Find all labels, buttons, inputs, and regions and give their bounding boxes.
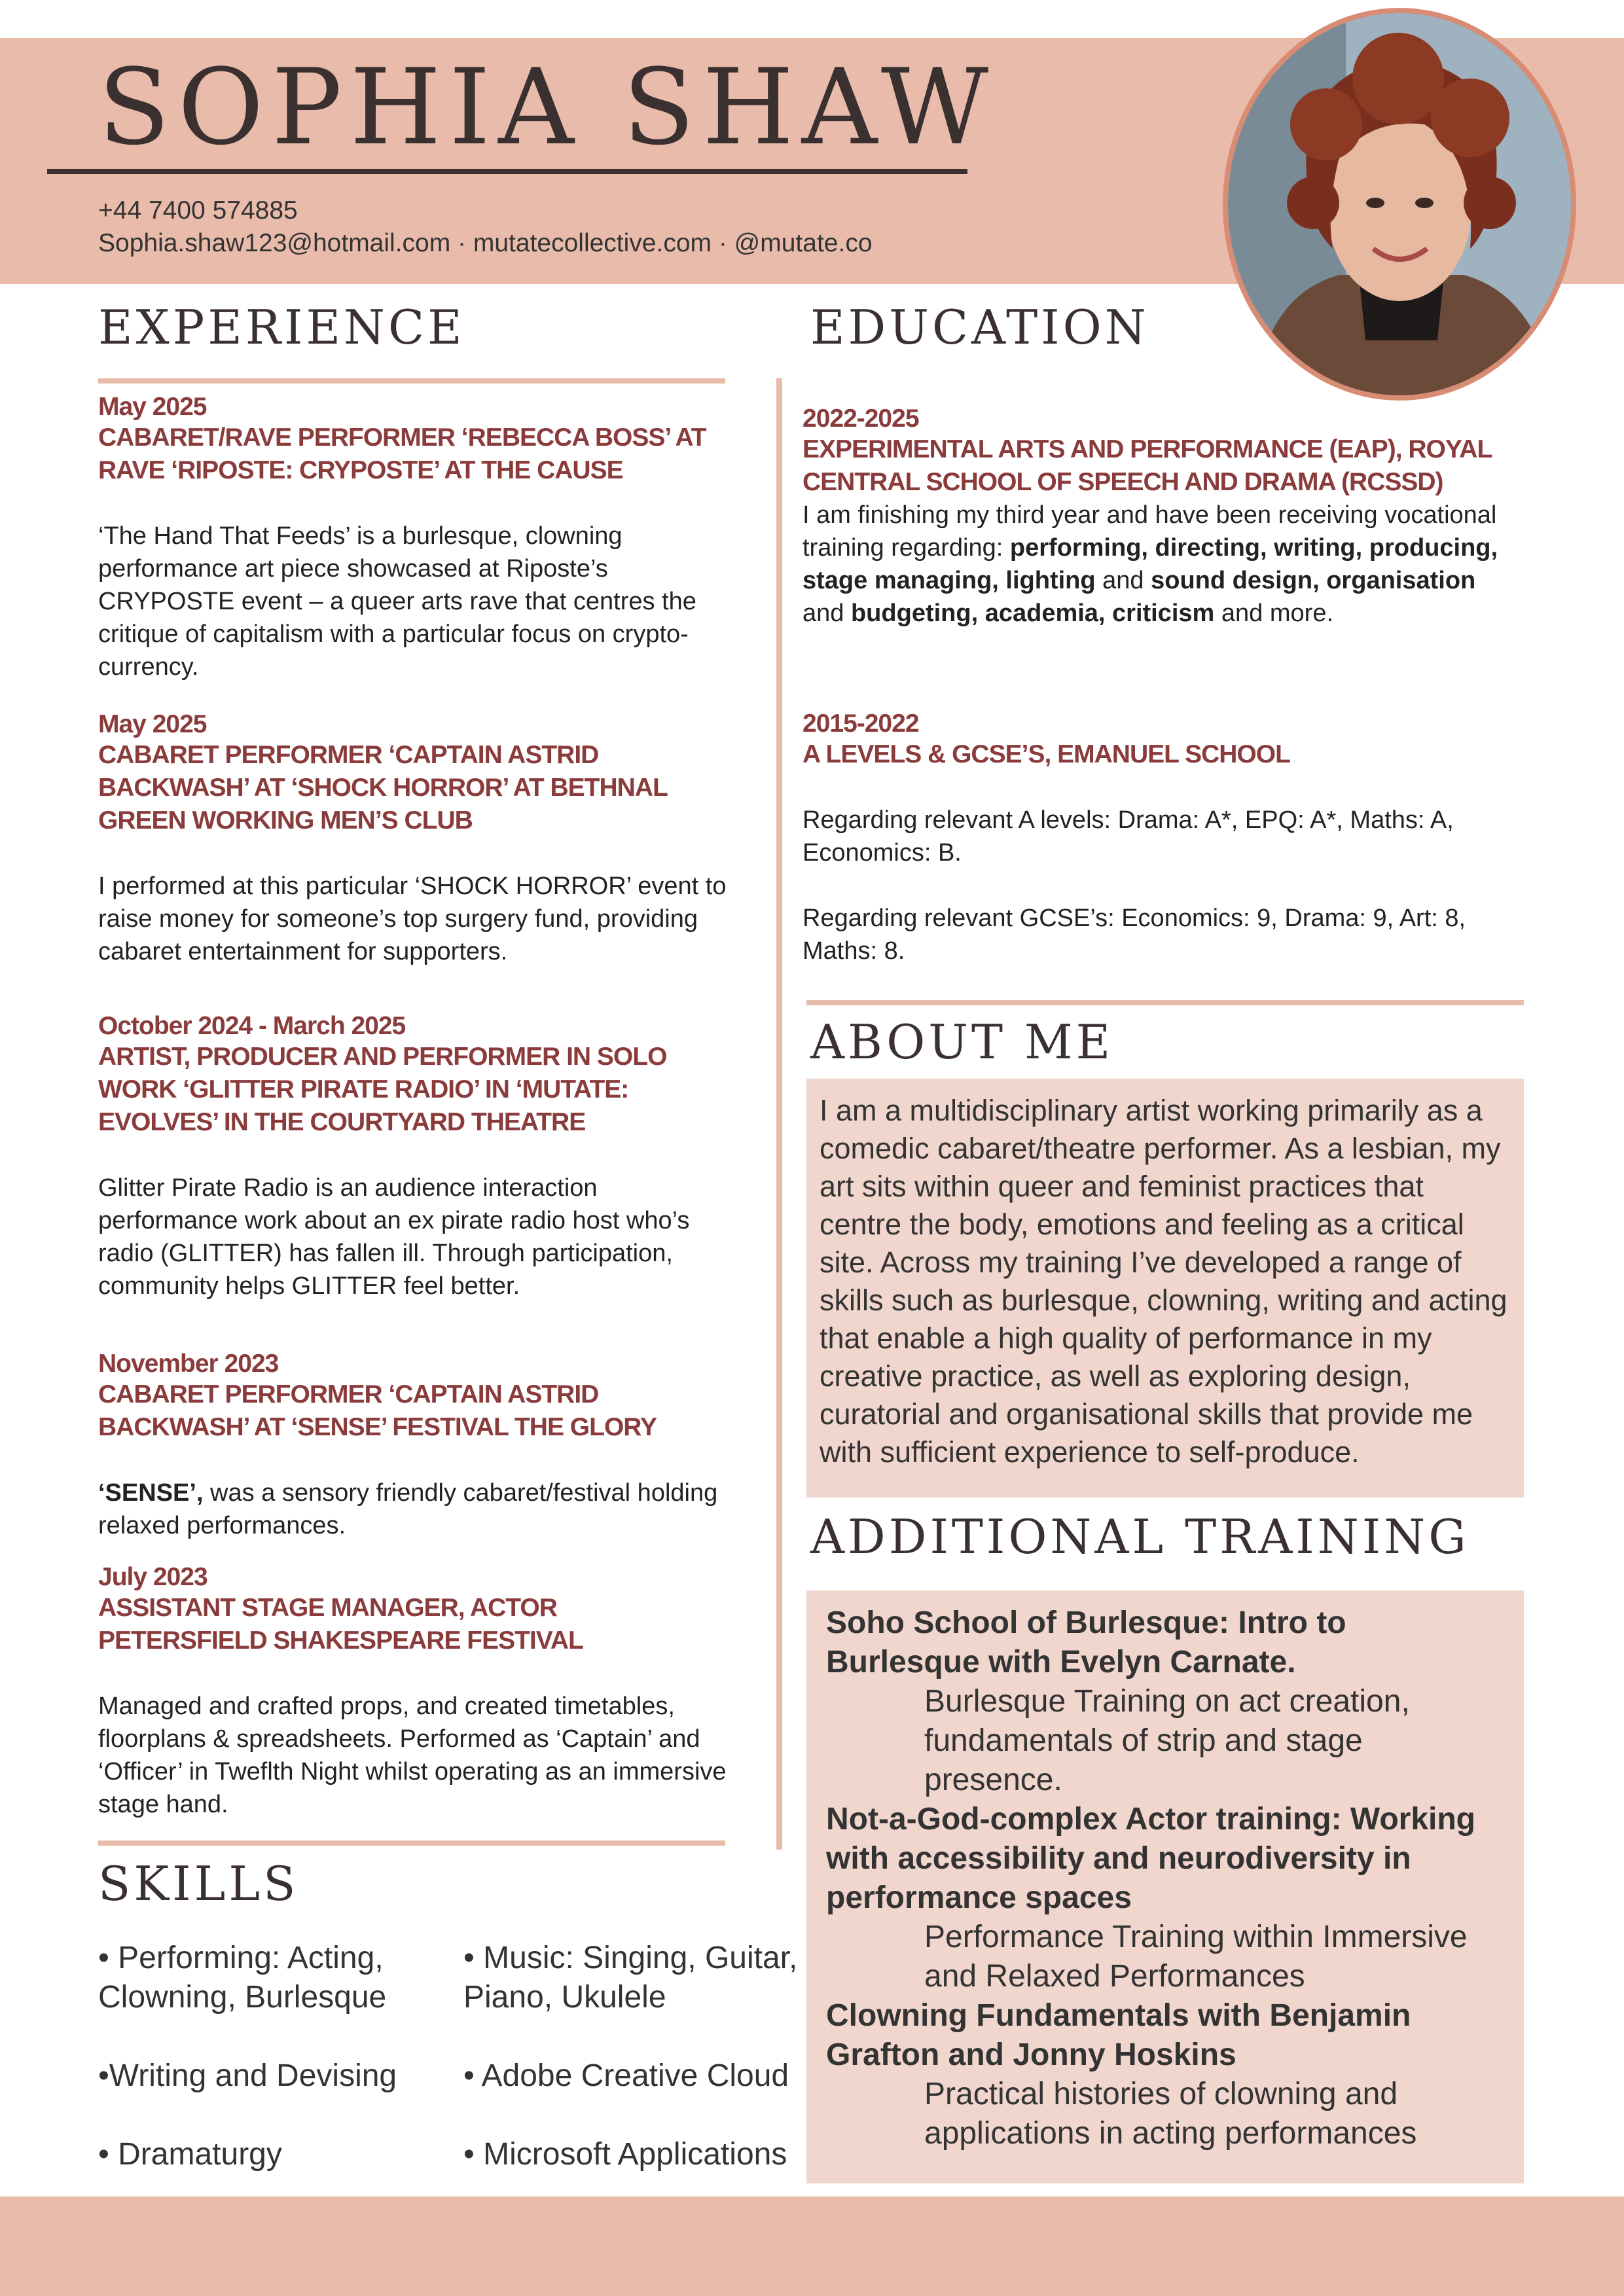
experience-date: October 2024 - March 2025 <box>98 1012 406 1040</box>
experience-item <box>98 710 727 968</box>
training-heading: ADDITIONAL TRAINING <box>810 1509 1470 1564</box>
education-item <box>803 404 1523 630</box>
experience-description <box>98 1477 727 1542</box>
skill-item: • Microsoft Applications <box>463 2137 787 2172</box>
column-divider <box>776 378 782 1850</box>
education-date: 2022-2025 <box>803 404 919 433</box>
experience-description-bold: ‘SENSE’, <box>98 1479 204 1507</box>
training-item <box>826 1604 1520 1800</box>
skill-item <box>463 1939 817 2017</box>
experience-date: May 2025 <box>98 710 207 738</box>
education-date: 2015-2022 <box>803 709 919 738</box>
skill-item <box>98 1939 439 2017</box>
education-text: and <box>803 600 851 627</box>
training-item <box>826 1800 1520 1996</box>
experience-date: July 2023 <box>98 1563 208 1591</box>
experience-item <box>98 1563 727 1821</box>
experience-description: Managed and crafted props, and created timetables, floorplans & spreadsheets. Performed as ‘Captain’ and ‘Officer’ in Tweflth Night whilst operating as an immersive stage hand. <box>98 1693 727 1818</box>
experience-description: I performed at this particular ‘SHOCK HORROR’ event to raise money for someone’s top surgery fund, providing cabaret entertainment for supporters. <box>98 872 727 965</box>
experience-description: ‘The Hand That Feeds’ is a burlesque, clowning performance art piece showcased at Riposte’s CRYPOSTE event – a queer arts rave that centres the critique of capitalism with a particular focus on crypto-currency. <box>98 522 696 681</box>
contact-links: Sophia.shaw123@hotmail.com · mutatecollective.com · @mutate.co <box>98 229 873 257</box>
experience-role: ARTIST, PRODUCER AND PERFORMER IN SOLO WORK ‘GLITTER PIRATE RADIO’ IN ‘MUTATE: EVOLVES’ IN THE COURTYARD THEATRE <box>98 1043 667 1136</box>
experience-role: CABARET PERFORMER ‘CAPTAIN ASTRID BACKWASH’ AT ‘SHOCK HORROR’ AT BETHNAL GREEN WORKING MEN’S CLUB <box>98 741 668 834</box>
training-description: Practical histories of clowning and applications in acting performances <box>924 2077 1417 2151</box>
phone-number: +44 7400 574885 <box>98 196 298 224</box>
about-heading: ABOUT ME <box>810 1014 1114 1069</box>
training-title: Not-a-God-complex Actor training: Working with accessibility and neurodiversity in performance spaces <box>826 1802 1475 1915</box>
experience-item <box>98 393 727 683</box>
training-description: Burlesque Training on act creation, fundamentals of strip and stage presence. <box>924 1684 1410 1797</box>
profile-photo <box>1223 8 1576 401</box>
skill-line: • Music: Singing, Guitar, Piano, Ukulele <box>463 1941 798 2015</box>
experience-rule <box>98 378 725 384</box>
experience-date: November 2023 <box>98 1350 279 1378</box>
training-title: Clowning Fundamentals with Benjamin Grafton and Jonny Hoskins <box>826 1998 1411 2072</box>
candidate-name: SOPHIA SHAW <box>98 46 997 168</box>
education-description <box>803 499 1523 630</box>
experience-role: ASSISTANT STAGE MANAGER, ACTOR PETERSFIELD SHAKESPEARE FESTIVAL <box>98 1594 583 1655</box>
training-description: Performance Training within Immersive and Relaxed Performances <box>924 1920 1468 1994</box>
experience-role: CABARET/RAVE PERFORMER ‘REBECCA BOSS’ AT RAVE ‘RIPOSTE: CRYPOSTE’ AT THE CAUSE <box>98 423 706 484</box>
training-title: Soho School of Burlesque: Intro to Burlesque with Evelyn Carnate. <box>826 1605 1346 1679</box>
experience-heading: EXPERIENCE <box>98 300 465 355</box>
experience-item <box>98 1012 727 1302</box>
skill-item: • Dramaturgy <box>98 2137 282 2172</box>
education-alevels: Regarding relevant A levels: Drama: A*, EPQ: A*, Maths: A, Economics: B. <box>803 806 1454 867</box>
skill-item: • Adobe Creative Cloud <box>463 2058 789 2093</box>
experience-date: May 2025 <box>98 393 207 421</box>
training-list <box>826 1604 1520 2153</box>
education-title: EXPERIMENTAL ARTS AND PERFORMANCE (EAP), ROYAL CENTRAL SCHOOL OF SPEECH AND DRAMA (RCSSD) <box>803 435 1492 496</box>
experience-role: CABARET PERFORMER ‘CAPTAIN ASTRID BACKWASH’ AT ‘SENSE’ FESTIVAL THE GLORY <box>98 1380 657 1441</box>
skills-heading: SKILLS <box>98 1856 299 1911</box>
education-title: A LEVELS & GCSE’S, EMANUEL SCHOOL <box>803 740 1290 768</box>
education-text: I am finishing my third year and have been receiving vocational training regarding: <box>803 501 1497 562</box>
name-underline <box>47 169 967 174</box>
education-highlight: performing, directing, writing, producing, stage managing, lighting <box>803 534 1498 594</box>
training-item <box>826 1996 1520 2153</box>
skills-top-rule <box>98 1840 725 1846</box>
experience-description-text: was a sensory friendly cabaret/festival holding relaxed performances. <box>98 1479 718 1539</box>
skill-line: • Performing: Acting, Clowning, Burlesque <box>98 1941 387 2015</box>
skill-item: •Writing and Devising <box>98 2058 397 2093</box>
portrait-illustration <box>1228 13 1571 395</box>
education-heading: EDUCATION <box>810 300 1149 355</box>
about-text: I am a multidisciplinary artist working primarily as a comedic cabaret/theatre performer. As a lesbian, my art sits within queer and feminist practices that centre the body, emotions and feeling as a critical site. Across my training I’ve developed a range of skills such as burlesque, clowning, writing and acting that enable a high quality of performance in my creative practice, as well as exploring design, curatorial and organisational skills that provide me with sufficient experience to self-produce. <box>820 1094 1507 1469</box>
education-item <box>803 709 1523 967</box>
education-text: and <box>1095 567 1151 594</box>
experience-description: Glitter Pirate Radio is an audience interaction performance work about an ex pirate radio host who’s radio (GLITTER) has fallen ill. Through participation, community helps GLITTER feel better. <box>98 1174 690 1300</box>
education-text: and more. <box>1214 600 1334 627</box>
experience-item <box>98 1350 727 1542</box>
education-highlight: budgeting, academia, criticism <box>850 600 1215 627</box>
footer-band <box>0 2197 1624 2296</box>
education-gcses: Regarding relevant GCSE’s: Economics: 9, Drama: 9, Art: 8, Maths: 8. <box>803 905 1466 965</box>
education-highlight: sound design, organisation <box>1151 567 1476 594</box>
about-top-rule <box>806 1000 1524 1005</box>
